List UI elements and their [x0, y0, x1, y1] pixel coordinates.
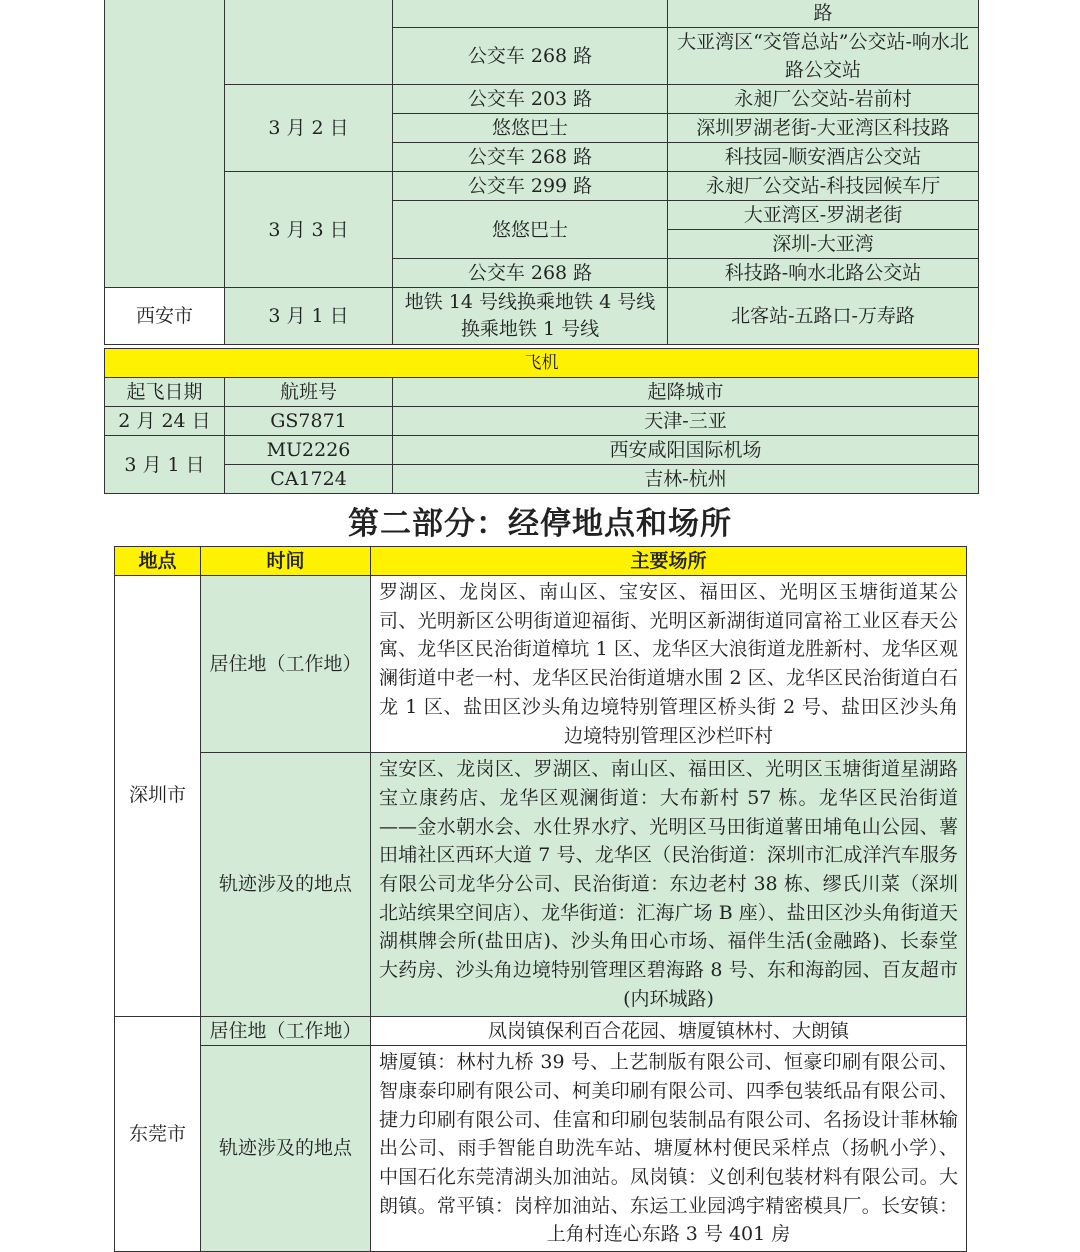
places-cell: 凤岗镇保利百合花园、塘厦镇林村、大朗镇: [371, 1016, 967, 1046]
flights-table: [104, 348, 979, 494]
places-cell: 罗湖区、龙岗区、南山区、宝安区、福田区、光明区玉塘街道某公司、光明新区公明街道迎福街、光明区新湖街道同富裕工业区春天公寓、龙华区民治街道樟坑 1 区、龙华区大浪街道龙胜新村、龙华区观澜街道中老一村、龙华区民治街道塘水围 2 区、龙华区民治街道白石龙 1 区、盐田区沙头角边境特别管理区桥头街 2 号、盐田区沙头角边境特别管理区沙栏吓村: [371, 576, 967, 753]
section-label: 飞机: [105, 349, 979, 378]
flight-number: GS7871: [225, 407, 393, 436]
stops-cell: 深圳罗湖老街-大亚湾区科技路: [668, 114, 979, 143]
date-cell: 3 月 2 日: [225, 85, 393, 172]
header-cell: 地点: [115, 547, 201, 576]
city-cell: 深圳市: [115, 576, 201, 1017]
route-cell: 悠悠巴士: [393, 114, 668, 143]
date-cell: 3 月 1 日: [225, 288, 393, 345]
flight-date: 2 月 24 日: [105, 407, 225, 436]
places-cell: 宝安区、龙岗区、罗湖区、南山区、福田区、光明区玉塘街道星湖路宝立康药店、龙华区观澜街道：大布新村 57 栋。龙华区民治街道——金水朝水会、水仕界水疗、光明区马田街道薯田埔龟山公园、薯田埔社区西环大道 7 号、龙华区（民治街道：深圳市汇成洋汽车服务有限公司龙华分公司、民治街道：东边老村 38 栋、缪氏川菜（深圳北站缤果空间店）、龙华街道：汇海广场 B 座）、盐田区沙头角街道天湖棋牌会所(盐田店)、沙头角田心市场、福伴生活(金融路)、长泰堂大药房、沙头角边境特别管理区碧海路 8 号、东和海韵园、百友超市(内环城路): [371, 753, 967, 1016]
route-cell: 地铁 14 号线换乘地铁 4 号线换乘地铁 1 号线: [393, 288, 668, 345]
flight-cities: 吉林-杭州: [393, 465, 979, 494]
stops-cell: 永昶厂公交站-科技园候车厅: [668, 172, 979, 201]
time-cell: 轨迹涉及的地点: [201, 1046, 371, 1252]
section-title: 第二部分：经停地点和场所: [348, 506, 732, 542]
header-cell: 时间: [201, 547, 371, 576]
header-cell: 主要场所: [371, 547, 967, 576]
locations-table: [114, 546, 967, 1252]
transport-table: [104, 0, 979, 345]
flight-cities: 西安咸阳国际机场: [393, 436, 979, 465]
route-cell: 公交车 268 路: [393, 28, 668, 85]
route-cell: 悠悠巴士: [393, 201, 668, 259]
stops-cell: 科技园-顺安酒店公交站: [668, 143, 979, 172]
date-cell: 3 月 3 日: [225, 172, 393, 288]
route-cell: 公交车 203 路: [393, 85, 668, 114]
places-cell: 塘厦镇：林村九桥 39 号、上艺制版有限公司、恒豪印刷有限公司、智康泰印刷有限公司、柯美印刷有限公司、四季包装纸品有限公司、捷力印刷有限公司、佳富和印刷包装制品有限公司、名扬设计菲林输出公司、雨手智能自助洗车站、塘厦林村便民采样点（扬帆小学）、中国石化东莞清湖头加油站。凤岗镇：义创利包装材料有限公司。大朗镇。常平镇：岗梓加油站、东运工业园鸿宇精密模具厂。长安镇：上角村连心东路 3 号 401 房: [371, 1046, 967, 1252]
stops-cell: 路: [668, 0, 979, 28]
route-cell: 公交车 268 路: [393, 259, 668, 288]
stops-cell: 深圳-大亚湾: [668, 230, 979, 259]
flight-number: MU2226: [225, 436, 393, 465]
stops-cell: 永昶厂公交站-岩前村: [668, 85, 979, 114]
city-cell: 西安市: [105, 288, 225, 345]
flight-date: 3 月 1 日: [105, 436, 225, 494]
city-cell-blank: [105, 0, 225, 288]
time-cell: 居住地（工作地）: [201, 576, 371, 753]
header-cell: 起降城市: [393, 378, 979, 407]
stops-cell: 北客站-五路口-万寿路: [668, 288, 979, 345]
header-cell: 航班号: [225, 378, 393, 407]
date-cell-blank: [225, 0, 393, 85]
flight-cities: 天津-三亚: [393, 407, 979, 436]
city-cell: 东莞市: [115, 1016, 201, 1252]
route-cell: 公交车 268 路: [393, 143, 668, 172]
route-cell: [393, 0, 668, 28]
stops-cell: 大亚湾区“交管总站”公交站-响水北路公交站: [668, 28, 979, 85]
time-cell: 轨迹涉及的地点: [201, 753, 371, 1016]
stops-cell: 大亚湾区-罗湖老街: [668, 201, 979, 230]
header-cell: 起飞日期: [105, 378, 225, 407]
time-cell: 居住地（工作地）: [201, 1016, 371, 1046]
flight-number: CA1724: [225, 465, 393, 494]
stops-cell: 科技路-响水北路公交站: [668, 259, 979, 288]
route-cell: 公交车 299 路: [393, 172, 668, 201]
